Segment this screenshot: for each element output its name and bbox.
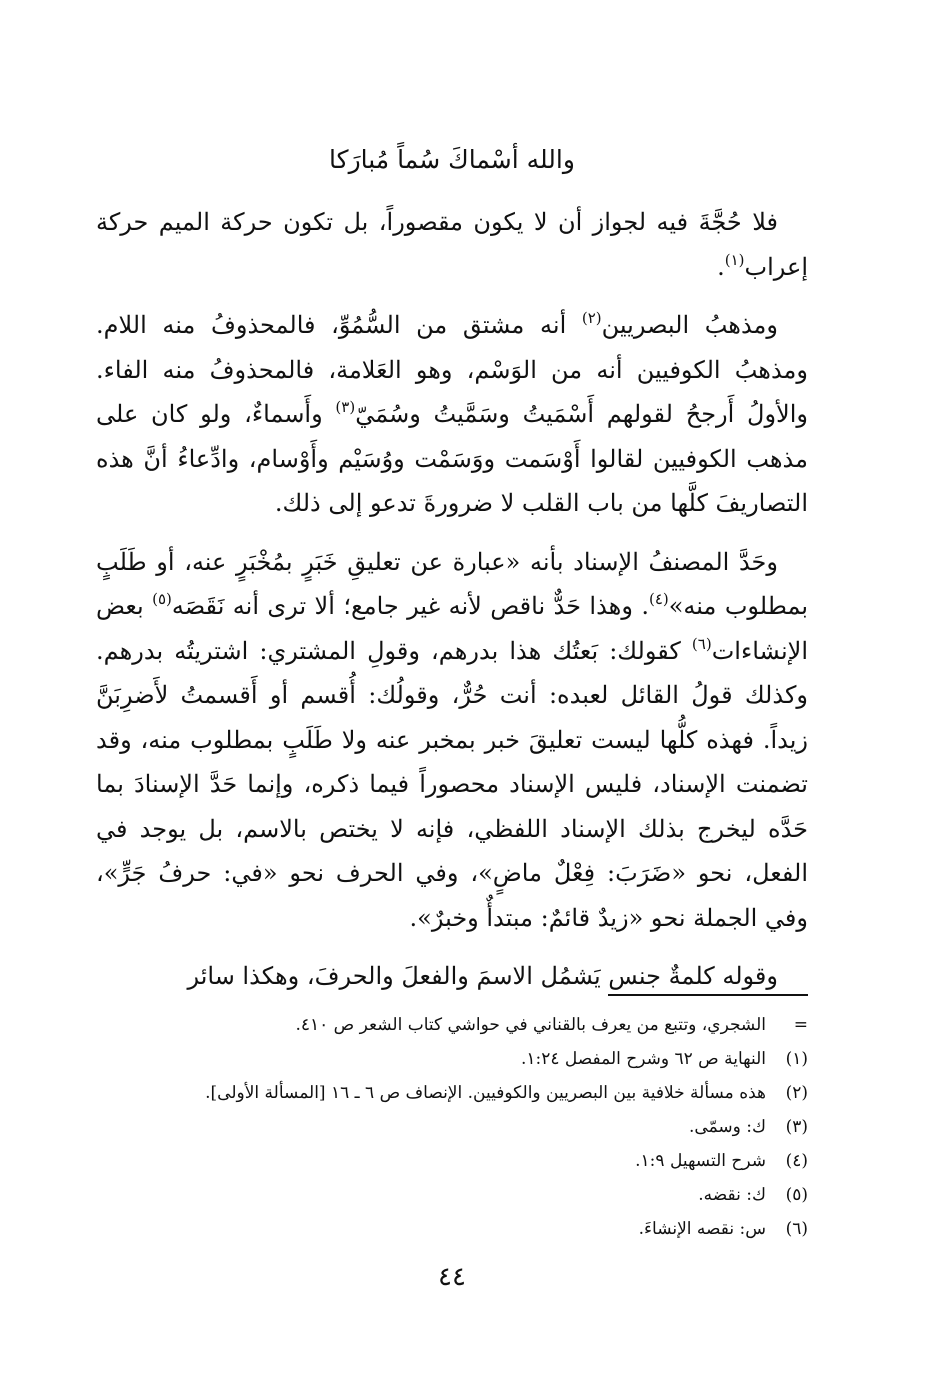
footnote-item: [96, 1212, 808, 1246]
footnote-mark: (١): [785, 1049, 808, 1069]
book-page: [96, 0, 808, 1378]
main-text: [96, 200, 808, 1013]
footnote-item: [96, 1178, 808, 1212]
footnote-text: الشجري، وتتبع من يعرف بالقناني في حواشي كتاب الشعر ص ٤١٠.: [295, 1015, 766, 1035]
footnote-text: هذه مسألة خلافية بين البصريين والكوفيين. الإنصاف ص ٦ ـ ١٦ [المسألة الأولى].: [205, 1083, 766, 1103]
footnote-mark: (٥): [785, 1185, 808, 1205]
text-segment: . وهذا حَدٌّ ناقص لأنه غير جامع؛ ألا ترى أنه نَقَصَه: [171, 592, 649, 620]
footnote-text: س: نقصه الإنشاءَ.: [638, 1219, 766, 1239]
text-segment: فلا حُجَّةَ فيه لجواز أن لا يكون مقصوراً، بل تكون حركة الميم حركة إعراب: [96, 208, 808, 281]
text-segment: بعض الإنشاءات: [96, 592, 808, 665]
footnote-item: [96, 1076, 808, 1110]
text-segment: كقولك: بَعتُك هذا بدرهم، وقولِ المشتري: اشتريتُه بدرهم. وكذلك قولُ القائل لعبده: أنت حُرٌّ، وقولُك: أُقسم أو أَقسمتُ لأَضرِبَنَّ زيداً. فهذه كلُّها ليست تعليقَ خبر بمخبر عنه ولا طَلَبٍ بمطلوب منه، وقد تضمنت الإسناد، فليس الإسناد محصوراً فيما ذكره، وإنما حَدَّ الإسنادَ بما حَدَّه ليخرج بذلك الإسناد اللفظي، فإنه لا يختص بالاسم، بل يوجد في الفعل، نحو «ضَرَبَ: فِعْلٌ ماضٍ»، وفي الحرف نحو «في: حرفُ جَرٍّ»، وفي الجملة نحو «زيدٌ قائمٌ: مبتدأٌ وخبرٌ».: [96, 636, 808, 932]
text-segment: ومذهبُ البصريين: [601, 311, 778, 339]
footnote-ref-6: (٦): [691, 634, 712, 653]
text-segment: وحَدَّ المصنفُ الإسناد بأنه «عبارة عن تعليقِ خَبَرٍ بمُخْبَرٍ عنه، أو طَلَبٍ بمطلوب منه»: [96, 547, 808, 620]
footnote-ref-2: (٢): [581, 309, 602, 327]
footnote-separator: [608, 994, 808, 996]
paragraph-3: [96, 540, 808, 941]
footnote-text: شرح التسهيل ١:٩.: [635, 1151, 766, 1171]
paragraph-1: [96, 200, 808, 289]
footnote-text: ك: نقضه.: [698, 1185, 766, 1205]
footnote-ref-3: (٣): [335, 398, 356, 416]
footnote-ref-4: (٤): [648, 590, 669, 608]
footnote-item: [96, 1110, 808, 1144]
footnote-text: النهاية ص ٦٢ وشرح المفصل ١:٢٤.: [520, 1049, 766, 1069]
paragraph-2: [96, 303, 808, 526]
footnotes-list: [96, 1008, 808, 1246]
footnote-ref-1: (١): [724, 250, 745, 269]
footnote-item: [96, 1144, 808, 1178]
page-number: ٤٤: [438, 1262, 466, 1292]
footnote-mark: (٢): [785, 1083, 808, 1103]
footnote-mark: (٤): [785, 1151, 808, 1171]
text-segment: وقوله كلمةٌ جنس يَشمُل الاسمَ والفعلَ والحرفَ، وهكذا سائر: [187, 962, 778, 990]
footnote-item: [96, 1008, 808, 1042]
paragraph-4: [96, 954, 808, 999]
footnote-mark: (٣): [785, 1117, 808, 1137]
footnote-text: ك: وسمّى.: [689, 1117, 766, 1137]
footnote-mark: =: [793, 1015, 808, 1035]
text-segment: أنه مشتق من السُّمُوِّ، فالمحذوفُ منه اللام. ومذهبُ الكوفيين أنه من الوَسْم، وهو العَلامة، فالمحذوفُ منه الفاء. والأولُ أَرجحُ لقولهم أَسْمَيتُ وسَمَّيتُ وسُمَيّ: [96, 311, 808, 428]
footnote-ref-5: (٥): [152, 590, 172, 608]
footnote-mark: (٦): [785, 1219, 808, 1239]
text-segment: .: [717, 252, 725, 281]
footnote-item: [96, 1042, 808, 1076]
text-segment: وأَسماءٌ، ولو كان على مذهب الكوفيين لقالوا أَوْسَمت ووَسَمْت ووُسَيْم وأَوْسام، وادِّعاءُ أنَّ هذه التصاريفَ كلَّها من باب القلب لا ضرورةَ تدعو إلى ذلك.: [96, 400, 808, 517]
poetry-verse: والله أسْماكَ سُماً مُبارَكا: [329, 145, 575, 174]
